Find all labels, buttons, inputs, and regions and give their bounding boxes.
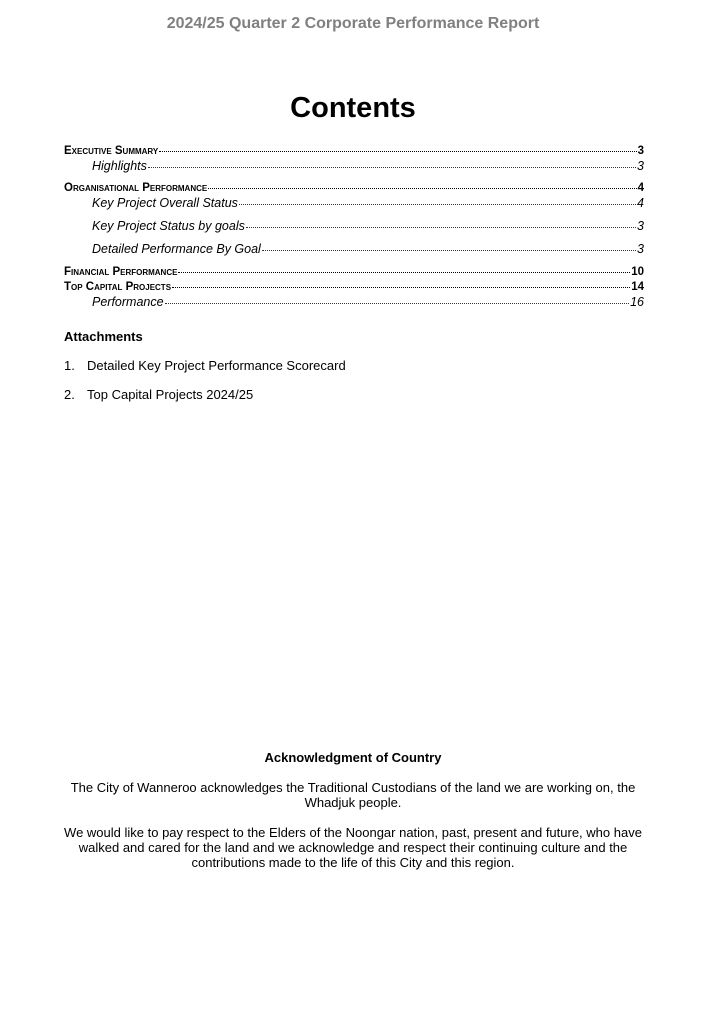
toc-leader-dots [208,188,636,189]
toc-leader-dots [239,204,636,205]
toc-leader-dots [178,272,630,273]
toc-page-number: 10 [631,266,644,278]
page-title: Contents [290,92,416,124]
attachment-number: 1. [64,358,75,373]
running-header: 2024/25 Quarter 2 Corporate Performance Report [166,15,540,32]
toc-entry-top-capital-projects[interactable] [64,280,644,295]
toc-entry-label: Executive Summary [64,145,159,157]
attachment-number: 2. [64,387,75,402]
toc-entry-label: Top Capital Projects [64,281,172,293]
acknowledgment-paragraph: We would like to pay respect to the Elders of the Noongar nation, past, present and future, who have walked and cared for the land and we acknowledge and respect their continuing culture and the contributions made to the life of this City and this region. [64,825,642,870]
toc-leader-dots [262,250,636,251]
toc-page-number: 4 [637,196,644,210]
toc-page-number: 16 [630,295,644,309]
toc-entry-label: Organisational Performance [64,182,208,194]
toc-page-number: 3 [637,159,644,173]
toc-leader-dots [172,287,630,288]
toc-page-number: 3 [637,145,644,157]
toc-entry-label: Financial Performance [64,266,178,278]
toc-entry-label: Highlights [92,159,147,173]
acknowledgment-heading: Acknowledgment of Country [264,750,442,765]
attachment-label: Detailed Key Project Performance Scorecard [87,358,346,373]
acknowledgment-paragraph: The City of Wanneroo acknowledges the Traditional Custodians of the land we are working on, the Whadjuk people. [70,780,636,810]
toc-entry-label: Detailed Performance By Goal [92,242,261,256]
toc-entry-key-project-status-by-goals[interactable] [64,219,644,234]
table-of-contents [64,144,644,310]
toc-entry-label: Performance [92,295,164,309]
toc-leader-dots [165,303,630,304]
attachment-item [64,387,644,402]
attachment-item [64,358,644,373]
toc-entry-executive-summary[interactable] [64,144,644,159]
toc-entry-detailed-performance-by-goal[interactable] [64,242,644,257]
attachments-heading: Attachments [64,329,143,344]
attachments-section [64,329,644,416]
toc-page-number: 4 [637,182,644,194]
toc-entry-label: Key Project Overall Status [92,196,238,210]
toc-entry-financial-performance[interactable] [64,265,644,280]
toc-entry-performance[interactable] [64,295,644,310]
attachment-label: Top Capital Projects 2024/25 [87,387,254,402]
acknowledgment-of-country [60,750,646,885]
toc-leader-dots [159,151,636,152]
toc-leader-dots [148,167,636,168]
toc-page-number: 14 [631,281,644,293]
toc-entry-label: Key Project Status by goals [92,219,245,233]
toc-page-number: 3 [637,219,644,233]
toc-leader-dots [246,227,636,228]
toc-entry-key-project-overall-status[interactable] [64,196,644,211]
toc-entry-highlights[interactable] [64,159,644,174]
toc-page-number: 3 [637,242,644,256]
toc-entry-organisational-performance[interactable] [64,181,644,196]
